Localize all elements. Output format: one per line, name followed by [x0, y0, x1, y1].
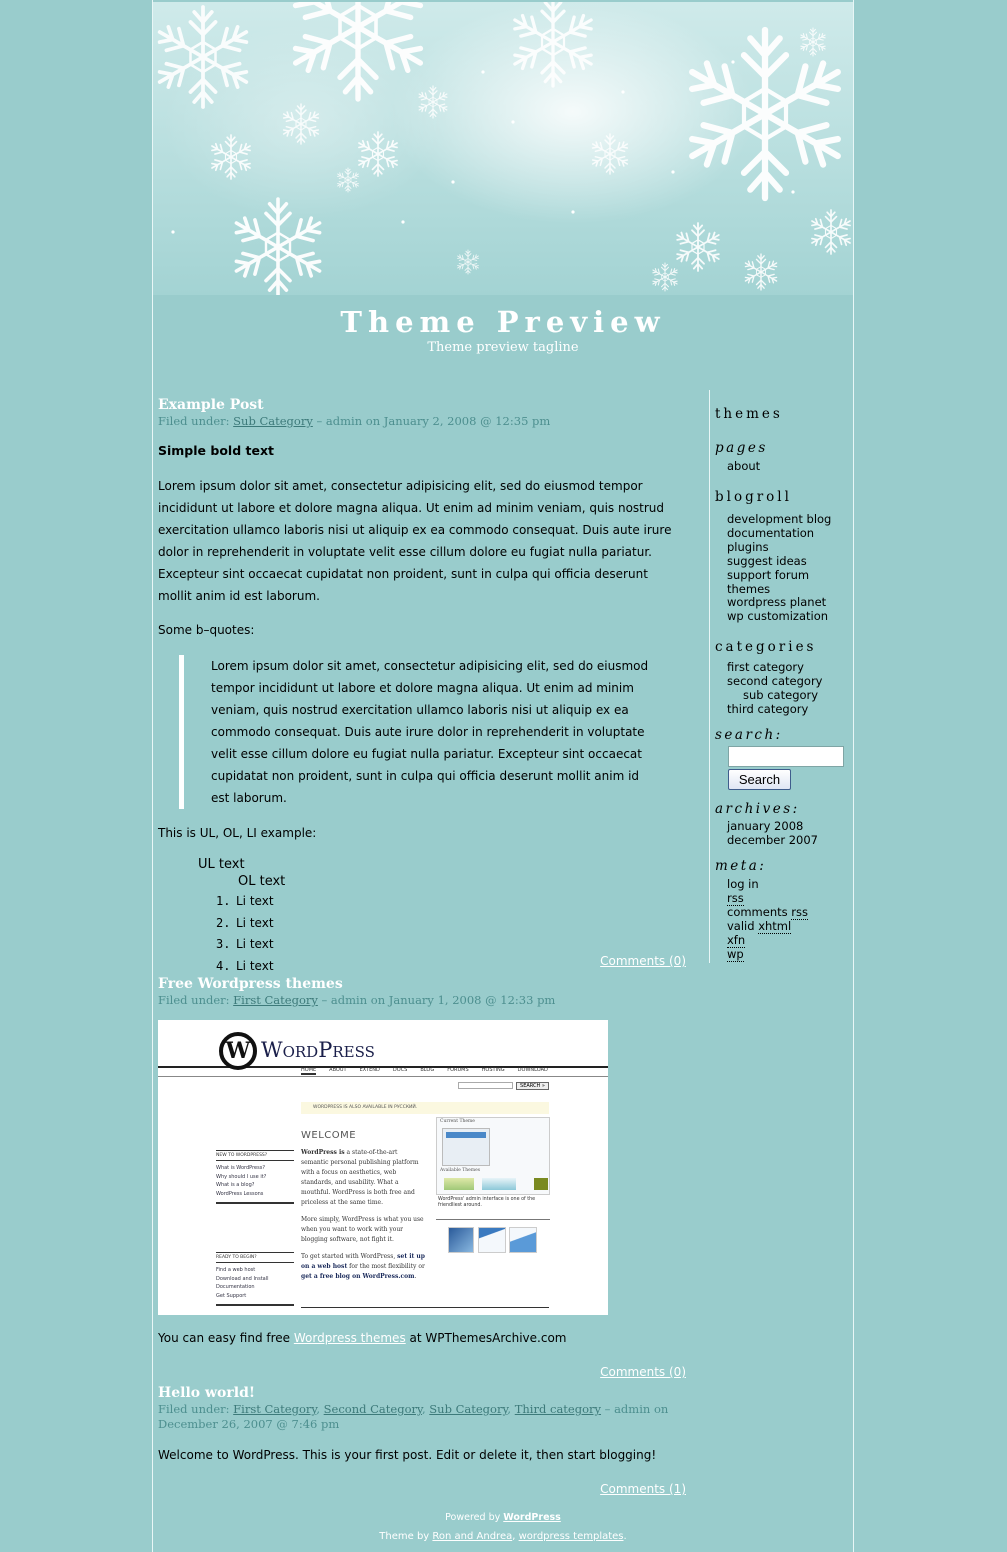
post-meta: Filed under: First Category, Second Category, Sub Category, Third category – admin on December 26, 2007 @ 7:46 pm [158, 1402, 669, 1431]
wordpress-logo-icon: W [219, 1032, 257, 1070]
blogroll-link[interactable]: development blog [727, 512, 832, 526]
sidebar-heading-meta: meta: [715, 858, 767, 874]
wp-new-box [216, 1150, 294, 1204]
lorem-paragraph: Lorem ipsum dolor sit amet, consectetur adipisicing elit, sed do eiusmod tempor incididunt ut labore et dolore magna aliqua. Ut enim ad minim veniam, quis nostrud exercitation ullamco laboris nisi ut aliquip ex ea commodo consequat. Duis aute irure dolor in reprehenderit in voluptate velit esse cillum dolore eu fugiat nulla pariatur. Excepteur sint occaecat cupidatat non proident, sunt in culpa qui officia deserunt mollit anim id est laborum. [158, 479, 672, 603]
wp-nav-item: ABOUT [329, 1067, 347, 1073]
pages-list [727, 460, 760, 474]
wp-admin-preview [436, 1117, 550, 1195]
footer-text: Theme by [379, 1531, 433, 1542]
body-text: at WPThemesArchive.com [405, 1331, 567, 1345]
filed-under-label: Filed under: [158, 1402, 234, 1416]
page-wrapper [152, 0, 854, 1552]
blogroll-link[interactable]: wp customization [727, 609, 829, 624]
blog-title[interactable]: Theme Preview [340, 305, 666, 339]
wp-new-link: WordPress Lessons [216, 1190, 264, 1197]
wp-nav-item: HOME [301, 1067, 317, 1073]
wp-nav-item: EXTEND [359, 1067, 380, 1073]
bold-text: Simple bold text [158, 443, 274, 458]
filed-under-label: Filed under: [158, 993, 234, 1007]
category-link[interactable]: Sub Category [429, 1402, 508, 1416]
meta-valid-label: valid [727, 918, 759, 933]
post-title[interactable]: Hello world! [158, 1385, 256, 1401]
search-input[interactable] [728, 746, 844, 767]
wordpress-screenshot-image [158, 1020, 608, 1315]
list-text: Li text [236, 915, 274, 930]
wp-thumb [478, 1227, 506, 1253]
blockquote: Lorem ipsum dolor sit amet, consectetur adipisicing elit, sed do eiusmod tempor incididunt ut labore et dolore magna aliqua. Ut enim ad minim veniam, quis nostrud exercitation ullamco laboris nisi ut aliquip ex ea commodo consequat. Duis aute irure dolor in reprehenderit in voluptate velit esse cillum dolore eu fugiat nulla pariatur. Excepteur sint occaecat cupidatat non proident, sunt in culpa qui officia deserunt mollit anim id est laborum. [179, 655, 649, 809]
category-link[interactable]: First Category [233, 993, 318, 1007]
post-title[interactable]: Example Post [158, 397, 264, 413]
wp-ready-link: Get Support [216, 1292, 247, 1299]
body-text: You can easy find free [158, 1331, 294, 1345]
blogroll-list [727, 513, 831, 624]
wp-nav-item: DOCS [392, 1067, 408, 1073]
meta-xhtml-link[interactable]: xhtml [758, 918, 792, 933]
divider [158, 1076, 608, 1077]
sidebar [709, 390, 853, 963]
wp-thumb [509, 1227, 537, 1253]
wp-para3-link: get a free blog on WordPress.com [301, 1273, 415, 1280]
blogroll-link[interactable]: suggest ideas [727, 553, 807, 568]
archive-link[interactable]: december 2007 [727, 832, 819, 847]
wp-search-box [458, 1082, 513, 1089]
list-text: Li text [236, 937, 274, 951]
wp-nav [301, 1067, 548, 1075]
bquote-intro: Some b–quotes: [158, 623, 255, 637]
wp-ready-heading: READY TO BEGIN? [216, 1255, 294, 1263]
blog-tagline: Theme preview tagline [427, 340, 579, 355]
list-intro: This is UL, OL, LI example: [158, 826, 317, 840]
sidebar-heading-categories: categories [715, 639, 817, 655]
list-number: 3. [216, 937, 231, 951]
list-item [216, 913, 678, 935]
filed-under-label: Filed under: [158, 414, 234, 428]
wp-para3-text: . [414, 1273, 417, 1280]
wp-caption: WordPress' admin interface is one of the friendliest around. [438, 1197, 536, 1208]
wp-theme-thumb [442, 1128, 490, 1166]
post-meta [158, 993, 686, 1008]
wp-ready-link: Documentation [216, 1284, 255, 1290]
wp-para3 [301, 1252, 426, 1282]
category-link[interactable]: Second Category [323, 1402, 422, 1416]
post-author-date: – admin on January 2, 2008 @ 12:35 pm [312, 414, 551, 428]
wp-intro-bold: WordPress is [301, 1149, 345, 1156]
wp-notice: WORDPRESS IS ALSO AVAILABLE IN РУССКИЙ. [301, 1102, 549, 1114]
category-item[interactable]: third category [727, 701, 809, 716]
wp-intro [301, 1148, 426, 1208]
wp-new-link: What is a blog? [216, 1182, 255, 1188]
comments-link[interactable]: Comments (1) [600, 1482, 686, 1496]
categories-list [727, 661, 823, 717]
post-free-themes [158, 975, 686, 1008]
post-author-date: – admin on December 26, 2007 @ 7:46 pm [158, 1402, 669, 1431]
blogroll-link[interactable]: wordpress planet [727, 595, 827, 610]
sidebar-heading-archives: archives: [715, 801, 800, 817]
post-body: Welcome to WordPress. This is your first post. Edit or delete it, then start blogging! [158, 1448, 657, 1462]
wordpress-link[interactable]: WordPress [503, 1512, 561, 1523]
sidebar-heading-blogroll: blogroll [715, 489, 792, 505]
wp-nav-item: BLOG [420, 1067, 435, 1073]
footer-text: . [623, 1531, 627, 1542]
sidebar-heading-search: search: [715, 727, 783, 743]
post-meta [158, 414, 686, 429]
wp-para3-text: To get started with WordPress, [301, 1253, 398, 1260]
blogroll-link[interactable]: support forum [727, 567, 810, 582]
post-example [158, 396, 686, 973]
post-author-date: – admin on January 1, 2008 @ 12:33 pm [317, 993, 556, 1007]
blogroll-link[interactable]: documentation [727, 525, 815, 540]
category-link[interactable]: Third category [514, 1402, 602, 1416]
wordpress-logo-text: WordPress [261, 1038, 375, 1062]
category-item[interactable]: first category [727, 660, 804, 674]
meta-xfn-link[interactable]: xfn [727, 932, 746, 947]
divider [301, 1307, 549, 1308]
wp-available-themes: Available Themes [440, 1168, 481, 1173]
ron-andrea-link[interactable]: Ron and Andrea [432, 1531, 513, 1542]
wp-ready-link: Find a web host [216, 1267, 256, 1273]
ol-text: OL text [238, 874, 286, 889]
wp-nav-item: FORUMS [447, 1067, 469, 1073]
meta-valid-xhtml [727, 920, 808, 934]
ul-text: UL text [198, 857, 245, 872]
list-number: 2. [216, 915, 231, 930]
snowflake-header-banner [153, 2, 853, 295]
wordpress-templates-link[interactable]: wordpress templates [518, 1531, 624, 1542]
wordpress-themes-link[interactable]: Wordpress themes [293, 1331, 406, 1345]
post-body [158, 440, 678, 977]
meta-wp-link[interactable]: wp [727, 946, 744, 961]
sidebar-heading-pages: pages [715, 440, 768, 456]
meta-rss-link[interactable]: rss [727, 890, 744, 905]
list-item [216, 934, 678, 956]
wp-current-theme: Current Theme [440, 1119, 475, 1124]
category-item[interactable]: second category [727, 673, 823, 688]
wp-nav-item: HOSTING [481, 1067, 505, 1073]
meta-list [727, 878, 808, 961]
blogroll-link[interactable]: themes [727, 581, 771, 596]
footer-theme-by [153, 1531, 853, 1542]
wp-para2: More simply, WordPress is what you use when you want to work with your blogging software, not fight it. [301, 1216, 424, 1243]
list-number: 1. [216, 894, 231, 908]
wp-ready-link: Download and Install [216, 1275, 269, 1282]
wp-new-heading: NEW TO WORDPRESS? [216, 1153, 294, 1161]
wp-search-button: SEARCH » [516, 1082, 549, 1090]
wp-welcome: WELCOME [301, 1130, 357, 1141]
category-link[interactable]: Sub Category [233, 414, 313, 428]
category-item-sub[interactable]: sub category [743, 687, 819, 702]
footer-text: Powered by [445, 1512, 504, 1523]
meta-comments-rss [727, 906, 808, 920]
sidebar-heading-themes: themes [715, 406, 783, 422]
comments-link[interactable]: Comments (0) [600, 954, 686, 968]
sidebar-item-about[interactable]: about [727, 459, 761, 473]
meta-comments-label: comments [727, 904, 792, 919]
wp-thumb [448, 1227, 474, 1253]
post-hello-world [158, 1384, 686, 1462]
snowflakes-icon [153, 2, 853, 295]
list-number: 4. [216, 958, 231, 973]
meta-login-link[interactable]: log in [727, 877, 759, 891]
list-item [216, 891, 678, 913]
search-button[interactable]: Search [728, 769, 791, 790]
wp-nav-item: DOWNLOAD [517, 1067, 548, 1073]
list-text: Li text [236, 894, 274, 908]
list-text: Li text [236, 958, 274, 973]
archive-link[interactable]: january 2008 [727, 819, 804, 833]
category-link[interactable]: First Category [233, 1402, 317, 1416]
wp-para3-text: for the most flexibility or [347, 1263, 425, 1270]
divider [436, 1219, 550, 1220]
wp-new-link: What is WordPress? [216, 1165, 265, 1171]
wp-para3-link: set it up on a web host [301, 1253, 425, 1270]
post-free-themes-body [158, 1327, 686, 1349]
footer-powered-by [153, 1512, 853, 1523]
wp-intro-text: a state-of-the-art semantic personal publishing platform with a focus on aesthetics, web standards, and usability. What a mouthful. WordPress is both free and priceless at the same time. [301, 1149, 419, 1206]
meta-comments-rss-link[interactable]: rss [791, 904, 809, 919]
archives-list [727, 820, 818, 848]
wp-ready-box [216, 1252, 294, 1306]
comments-link[interactable]: Comments (0) [600, 1365, 686, 1379]
wp-new-link: Why should I use it? [216, 1173, 267, 1180]
blogroll-link[interactable]: plugins [727, 539, 769, 554]
footer-text: , [512, 1531, 519, 1542]
post-title[interactable]: Free Wordpress themes [158, 976, 343, 992]
